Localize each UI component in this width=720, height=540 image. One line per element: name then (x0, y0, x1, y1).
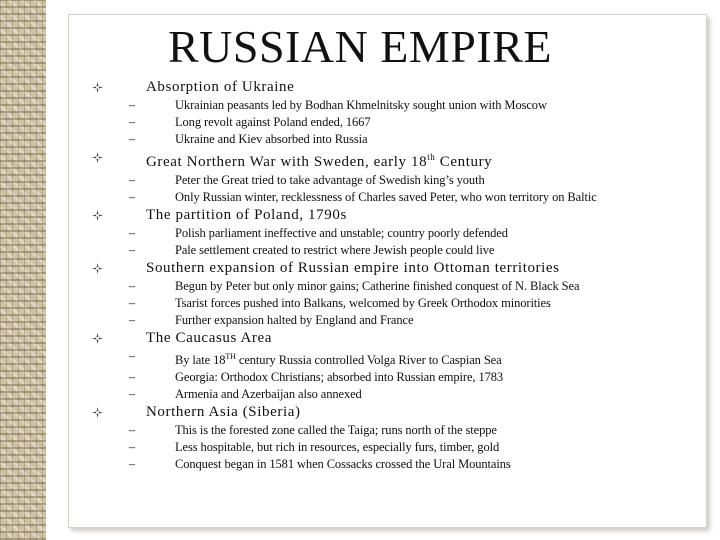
section-heading-text: Northern Asia (Siberia) (146, 404, 301, 421)
list-item (0, 312, 720, 329)
ornament-bullet-icon (92, 210, 103, 221)
section-heading (0, 206, 720, 225)
dash-marker: – (129, 387, 136, 402)
list-item-text: Conquest began in 1581 when Cossacks crossed the Ural Mountains (175, 457, 511, 472)
dash-marker: – (129, 370, 136, 385)
list-item (0, 189, 720, 206)
section-heading (0, 329, 720, 348)
list-item (0, 114, 720, 131)
list-item (0, 242, 720, 259)
section-northern-war (0, 148, 720, 206)
section-caucasus (0, 329, 720, 403)
dash-marker: – (129, 115, 136, 129)
list-item-text: Less hospitable, but rich in resources, especially furs, timber, gold (175, 440, 500, 455)
list-item-text: Begun by Peter but only minor gains; Catherine finished conquest of N. Black Sea (175, 279, 580, 293)
list-item-text: By late 18TH century Russia controlled Volga River to Caspian Sea (175, 352, 502, 368)
section-heading-text: The partition of Poland, 1790s (146, 207, 347, 223)
list-item (0, 439, 720, 456)
list-item-text: Ukraine and Kiev absorbed into Russia (175, 132, 368, 146)
section-heading (0, 403, 720, 422)
dash-marker: – (129, 132, 136, 146)
list-item-text: Peter the Great tried to take advantage of Swedish king’s youth (175, 173, 485, 187)
page-title: RUSSIAN EMPIRE (167, 21, 552, 72)
list-item (0, 97, 720, 114)
list-item-text: Only Russian winter, recklessness of Charles saved Peter, who won territory on Baltic (175, 190, 597, 204)
section-heading (0, 148, 720, 172)
list-item-text: Georgia: Orthodox Christians; absorbed into Russian empire, 1783 (175, 370, 504, 385)
section-ukraine (0, 78, 720, 148)
dash-marker: – (129, 173, 136, 187)
dash-marker: – (129, 457, 136, 472)
list-item-text: Further expansion halted by England and France (175, 313, 414, 327)
list-item (0, 295, 720, 312)
outline (0, 78, 720, 473)
dash-marker: – (129, 440, 136, 455)
section-heading-text: Southern expansion of Russian empire into Ottoman territories (146, 260, 560, 276)
list-item (0, 386, 720, 403)
dash-marker: – (129, 98, 136, 112)
ornament-bullet-icon (92, 407, 103, 418)
list-item-text: Ukrainian peasants led by Bodhan Khmelnitsky sought union with Moscow (175, 98, 547, 112)
list-item-text: Polish parliament ineffective and unstable; country poorly defended (175, 226, 508, 240)
list-item (0, 456, 720, 473)
list-item-text: Long revolt against Poland ended, 1667 (175, 115, 371, 129)
dash-marker: – (129, 423, 136, 438)
list-item (0, 131, 720, 148)
list-item-text: Tsarist forces pushed into Balkans, welcomed by Greek Orthodox minorities (175, 296, 551, 310)
ornament-bullet-icon (92, 82, 103, 93)
section-southern-expansion (0, 259, 720, 329)
list-item (0, 348, 720, 369)
dash-marker: – (129, 226, 136, 240)
dash-marker: – (129, 243, 136, 257)
section-poland (0, 206, 720, 259)
list-item-text: Armenia and Azerbaijan also annexed (175, 387, 362, 402)
section-heading (0, 78, 720, 97)
list-item-text: This is the forested zone called the Taiga; runs north of the steppe (175, 423, 497, 438)
ornament-bullet-icon (92, 152, 103, 163)
list-item (0, 422, 720, 439)
dash-marker: – (129, 296, 136, 310)
ornament-bullet-icon (92, 333, 103, 344)
section-heading-text: The Caucasus Area (146, 330, 272, 346)
section-heading-text: Absorption of Ukraine (146, 79, 295, 95)
section-heading (0, 259, 720, 278)
dash-marker: – (129, 349, 136, 363)
section-siberia (0, 403, 720, 473)
list-item (0, 172, 720, 189)
dash-marker: – (129, 279, 136, 293)
section-heading-text: Great Northern War with Sweden, early 18th Century (146, 152, 493, 170)
list-item (0, 278, 720, 295)
dash-marker: – (129, 190, 136, 204)
dash-marker: – (129, 313, 136, 327)
list-item-text: Pale settlement created to restrict where Jewish people could live (175, 243, 495, 257)
list-item (0, 369, 720, 386)
list-item (0, 225, 720, 242)
ornament-bullet-icon (92, 263, 103, 274)
